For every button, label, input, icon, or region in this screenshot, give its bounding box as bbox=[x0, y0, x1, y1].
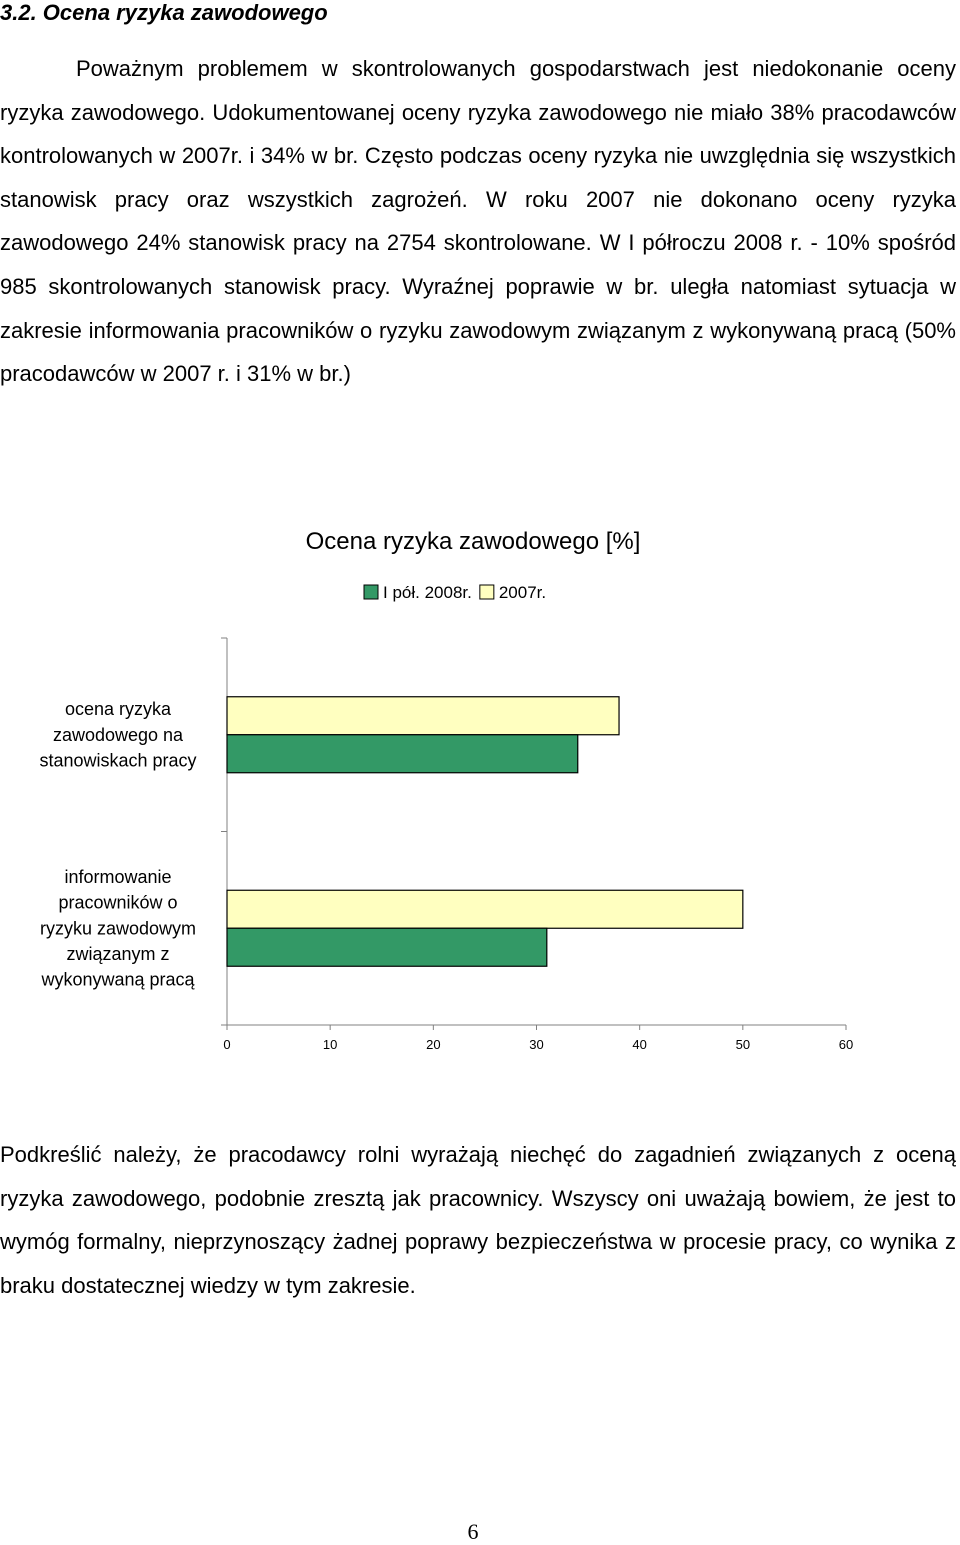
bar-chart bbox=[0, 575, 960, 1075]
closing-paragraph: Podkreślić należy, że pracodawcy rolni wyrażają niechęć do zagadnień związanych z oceną ryzyka zawodowego, podobnie zresztą jak pracownicy. Wszyscy oni uważają bowiem, że jest to wymóg formalny, nieprzynoszący żadnej poprawy bezpieczeństwa w procesie pracy, co wynika z braku dostatecznej wiedzy w tym zakresie. bbox=[0, 1142, 956, 1298]
bar-i-p-2008r--cat-0 bbox=[227, 735, 578, 773]
category-label-0-line-0: ocena ryzyka bbox=[64, 699, 172, 720]
category-label-1-line-4: wykonywaną pracą bbox=[41, 969, 195, 990]
bar-i-p-2008r--cat-1 bbox=[227, 928, 547, 966]
category-label-1-line-3: związanym z bbox=[66, 943, 170, 964]
x-tick-label-4: 40 bbox=[632, 1037, 647, 1052]
legend-swatch-0 bbox=[364, 585, 378, 599]
x-tick-label-5: 50 bbox=[735, 1037, 751, 1052]
section-heading: 3.2. Ocena ryzyka zawodowego bbox=[0, 0, 328, 25]
x-tick-label-3: 30 bbox=[529, 1037, 544, 1052]
category-label-1-line-2: ryzyku zawodowym bbox=[39, 918, 197, 939]
legend-label-1: 2007r. bbox=[498, 583, 547, 602]
category-label-1-line-1: pracowników o bbox=[58, 892, 178, 913]
category-label-0-line-2: stanowiskach pracy bbox=[39, 750, 197, 771]
page-number: 6 bbox=[467, 1519, 479, 1544]
x-tick-label-6: 60 bbox=[838, 1037, 854, 1052]
chart-title: Ocena ryzyka zawodowego [%] bbox=[305, 528, 641, 555]
x-tick-label-1: 10 bbox=[322, 1037, 338, 1052]
x-tick-label-2: 20 bbox=[426, 1037, 441, 1052]
category-label-1-line-0: informowanie bbox=[64, 866, 172, 887]
intro-paragraph: Poważnym problemem w skontrolowanych gospodarstwach jest niedokonanie oceny ryzyka zawodowego. Udokumentowanej oceny ryzyka zawodowego nie miało 38% pracodawców kontrolowanych w 2007r. i 34% w br. Często podczas oceny ryzyka nie uwzględnia się wszystkich stanowisk pracy oraz wszystkich zagrożeń. W roku 2007 nie dokonano oceny ryzyka zawodowego 24% stanowisk pracy na 2754 skontrolowane. W I półroczu 2008 r. - 10% spośród 985 skontrolowanych stanowisk pracy. Wyraźnej poprawie w br. uległa natomiast sytuacja w zakresie informowania pracowników o ryzyku zawodowym związanym z wykonywaną pracą (50% pracodawców w 2007 r. i 31% w br.) bbox=[0, 56, 956, 387]
x-tick-label-0: 0 bbox=[223, 1037, 231, 1052]
bar-2007r--cat-0 bbox=[227, 697, 619, 735]
legend-label-0: I pół. 2008r. bbox=[383, 583, 472, 602]
legend-swatch-1 bbox=[480, 585, 494, 599]
category-label-0-line-1: zawodowego na bbox=[52, 724, 184, 745]
bar-2007r--cat-1 bbox=[227, 890, 743, 928]
